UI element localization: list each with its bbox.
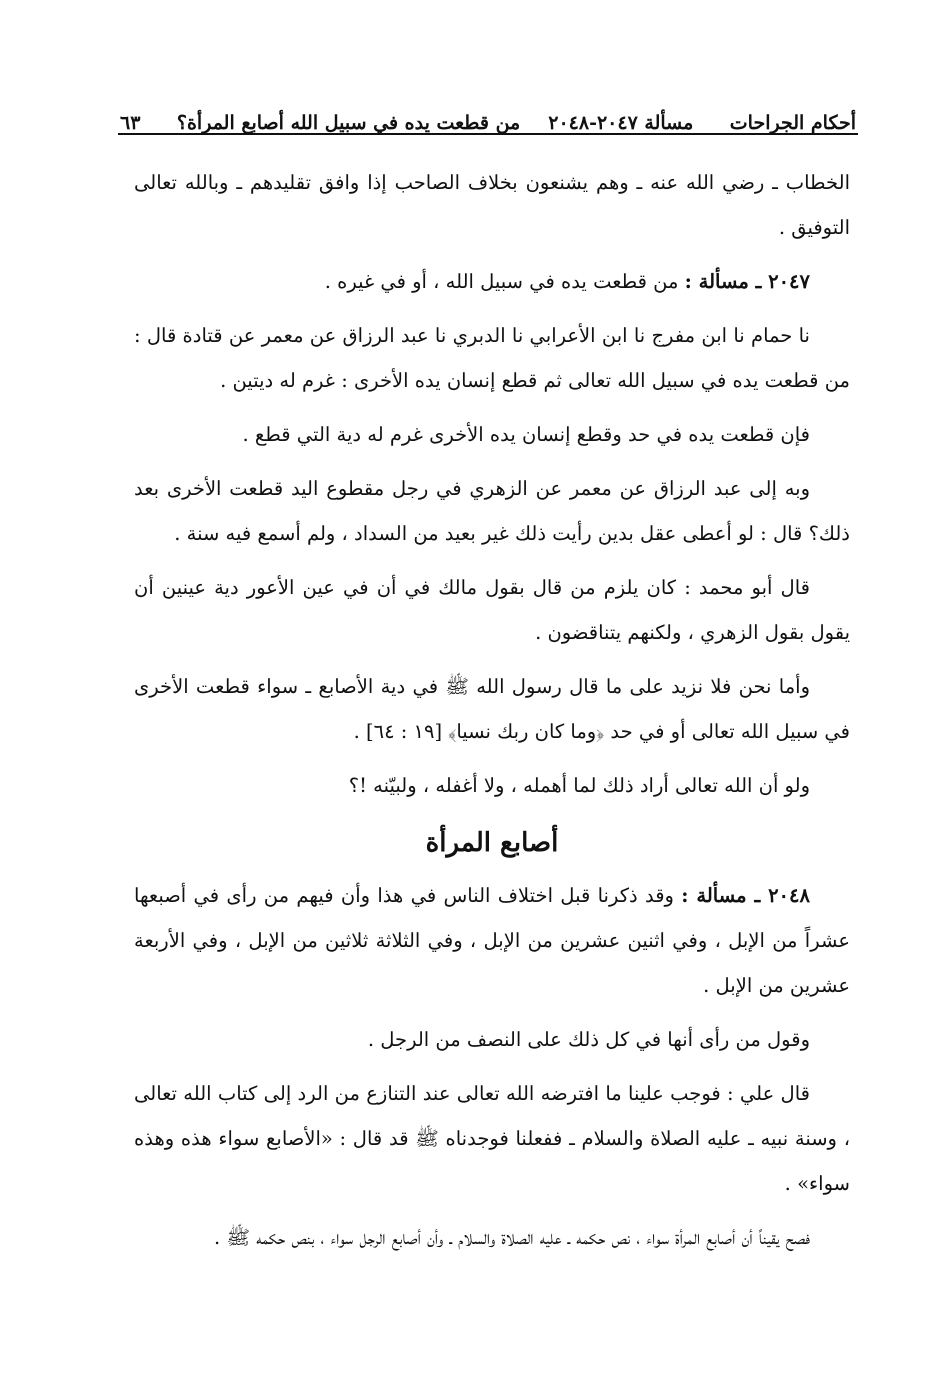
paragraph: فإن قطعت يده في حد وقطع إنسان يده الأخرى غرم له دية التي قطع . — [242, 423, 810, 446]
page-number: ٦٣ — [120, 112, 141, 134]
header-book-title: أحكام الجراحات — [729, 112, 856, 134]
paragraph: فصح يقيناً أن أصابع المرأة سواء ، نص حكمه ـ عليه الصلاة والسلام ـ وأن أصابع الرجل سواء ، بنص حكمه ﷺ . — [214, 1226, 810, 1249]
paragraph: وقول من رأى أنها في كل ذلك على النصف من الرجل . — [367, 1028, 810, 1051]
running-header — [120, 96, 856, 134]
header-center — [177, 112, 693, 134]
section-heading: أصابع المرأة — [425, 828, 559, 858]
paragraph: نا حمام نا ابن مفرج نا ابن الأعرابي نا الدبري نا عبد الرزاق عن معمر عن قتادة قال : من قطعت يده في سبيل الله تعالى ثم قطع إنسان يده الأخرى : غرم له ديتين . — [134, 324, 850, 392]
paragraph: الخطاب ـ رضي الله عنه ـ وهم يشنعون بخلاف الصاحب إذا وافق تقليدهم ـ وبالله تعالى التوفيق . — [134, 171, 850, 239]
paragraph: وأما نحن فلا نزيد على ما قال رسول الله ﷺ في دية الأصابع ـ سواء قطعت الأخرى في سبيل الله تعالى أو في حد ﴿وما كان ربك نسيا﴾ [١٩ : ٦٤] . — [134, 675, 850, 743]
paragraph: ولو أن الله تعالى أراد ذلك لما أهمله ، ولا أغفله ، ولبيّنه !؟ — [348, 774, 810, 797]
issue-number: ٢٠٤٨ ـ مسألة : — [681, 884, 810, 907]
header-issues: مسألة ٢٠٤٧-٢٠٤٨ — [548, 112, 694, 134]
header-chapter-title: من قطعت يده في سبيل الله أصابع المرأة؟ — [176, 112, 521, 134]
paragraph: قال أبو محمد : كان يلزم من قال بقول مالك في أن في عين الأعور دية عينين أن يقول بقول الزهري ، ولكنهم يتناقضون . — [134, 576, 850, 644]
header-rule — [118, 133, 858, 135]
paragraph: ٢٠٤٧ ـ مسألة : من قطعت يده في سبيل الله ، أو في غيره . — [324, 270, 810, 293]
paragraph: ٢٠٤٨ ـ مسألة : وقد ذكرنا قبل اختلاف الناس في هذا وأن فيهم من رأى في أصبعها عشراً من الإبل ، وفي اثنين عشرين من الإبل ، وفي الثلاثة ثلاثين من الإبل ، وفي الأربعة عشرين من الإبل . — [134, 884, 850, 997]
issue-number: ٢٠٤٧ ـ مسألة : — [684, 270, 810, 293]
paragraph: وبه إلى عبد الرزاق عن معمر عن الزهري في رجل مقطوع اليد قطعت الأخرى بعد ذلك؟ قال : لو أعطى عقل بدين رأيت ذلك غير بعيد من السداد ، ولم أسمع فيه سنة . — [134, 477, 850, 545]
paragraph: قال علي : فوجب علينا ما افترضه الله تعالى عند التنازع من الرد إلى كتاب الله تعالى ، وسنة نبيه ـ عليه الصلاة والسلام ـ ففعلنا فوجدناه ﷺ قد قال : «الأصابع سواء هذه وهذه سواء» . — [134, 1082, 850, 1195]
main-text — [134, 160, 850, 1269]
